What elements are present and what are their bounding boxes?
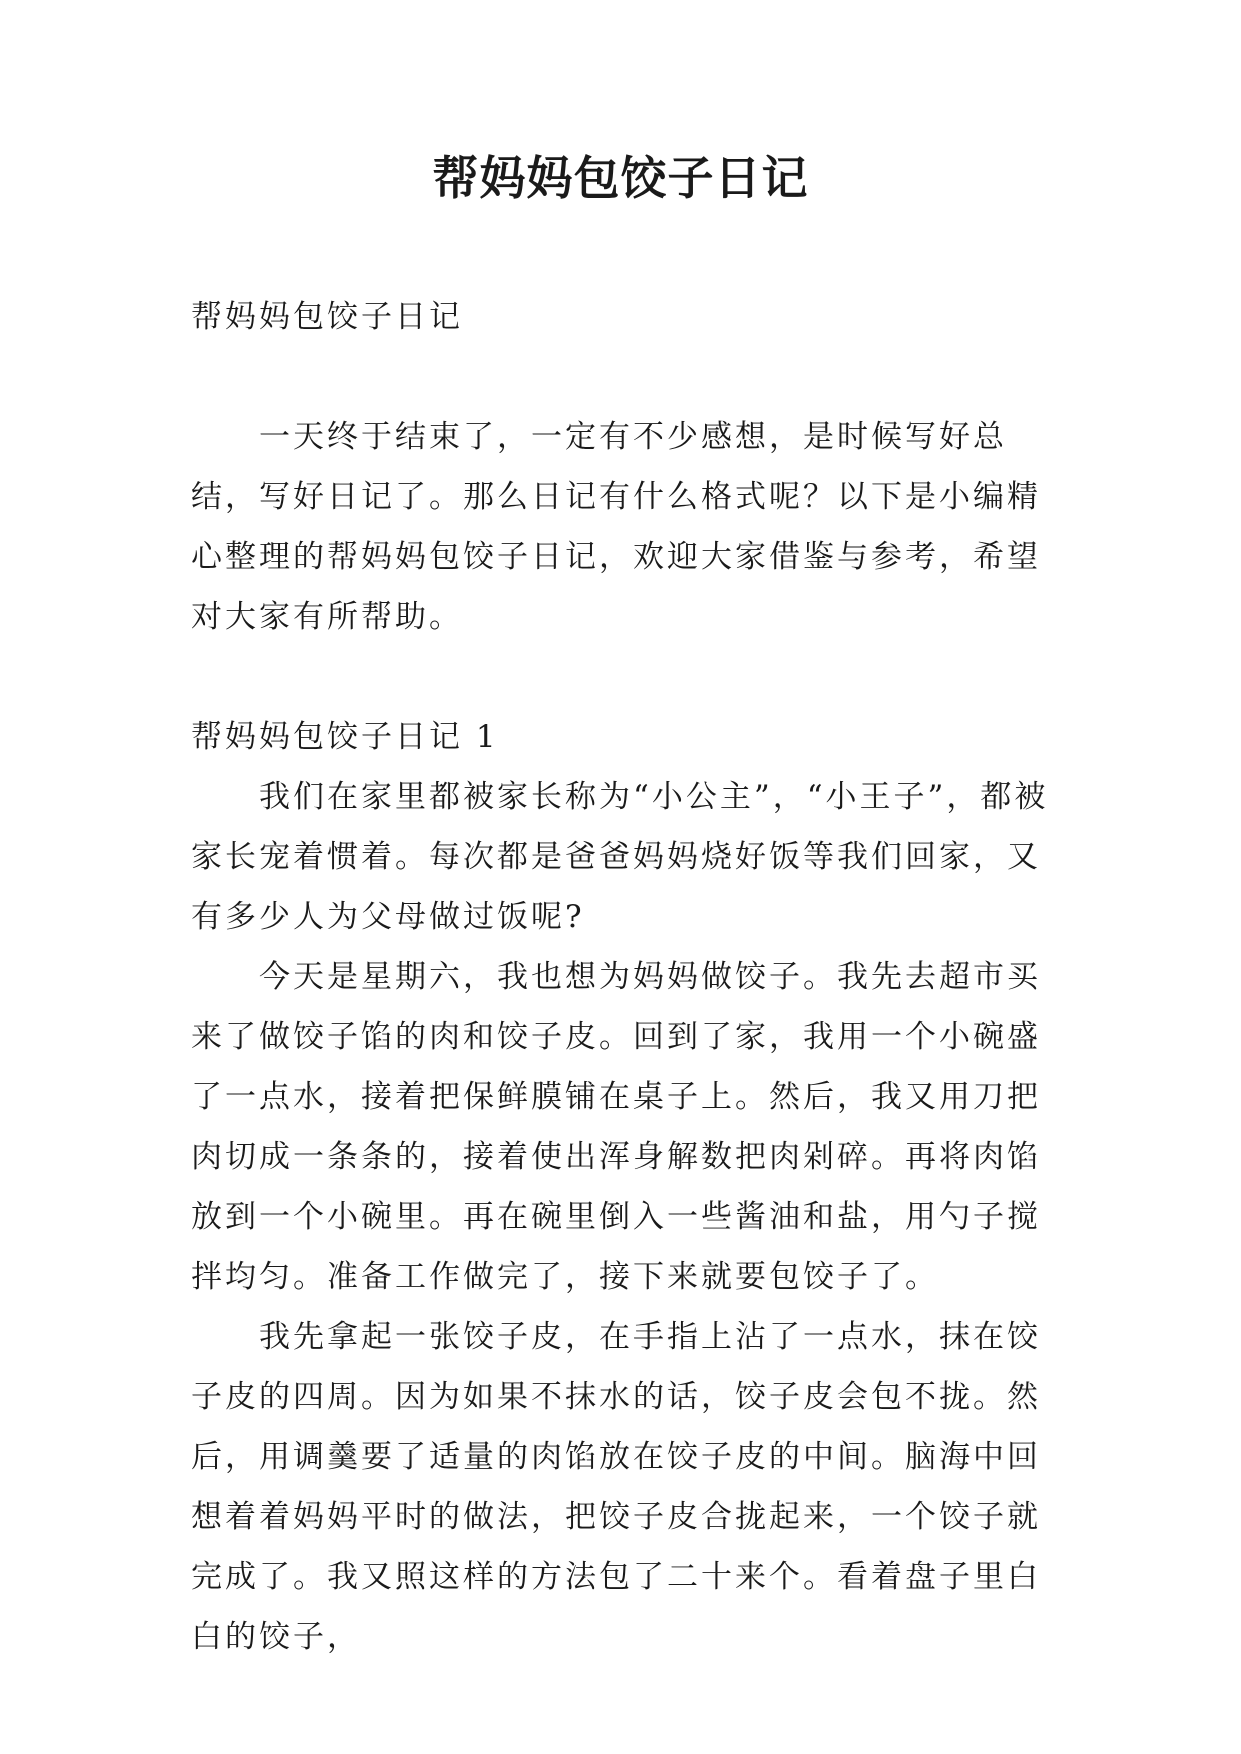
body-paragraph-1: 我们在家里都被家长称为“小公主”，“小王子”，都被家长宠着惯着。每次都是爸爸妈妈烧好饭等我们回家，又有多少人为父母做过饭呢? [191, 779, 1049, 935]
section-heading: 帮妈妈包饺子日记 1 [191, 719, 499, 755]
document-title: 帮妈妈包饺子日记 [432, 151, 809, 205]
intro-paragraph: 一天终于结束了，一定有不少感想，是时候写好总结，写好日记了。那么日记有什么格式呢？以下是小编精心整理的帮妈妈包饺子日记，欢迎大家借鉴与参考，希望对大家有所帮助。 [191, 419, 1041, 635]
body-paragraph-2: 今天是星期六，我也想为妈妈做饺子。我先去超市买来了做饺子馅的肉和饺子皮。回到了家，我用一个小碗盛了一点水，接着把保鲜膜铺在桌子上。然后，我又用刀把肉切成一条条的，接着使出浑身解数把肉剁碎。再将肉馅放到一个小碗里。再在碗里倒入一些酱油和盐，用勺子搅拌均匀。准备工作做完了，接下来就要包饺子了。 [191, 959, 1041, 1295]
body-paragraph-3: 我先拿起一张饺子皮，在手指上沾了一点水，抹在饺子皮的四周。因为如果不抹水的话，饺子皮会包不拢。然后，用调羹要了适量的肉馅放在饺子皮的中间。脑海中回想着着妈妈平时的做法，把饺子皮合拢起来，一个饺子就完成了。我又照这样的方法包了二十来个。看着盘子里白白的饺子， [191, 1319, 1041, 1655]
document-subtitle: 帮妈妈包饺子日记 [191, 299, 463, 335]
document-body [191, 287, 1051, 1667]
